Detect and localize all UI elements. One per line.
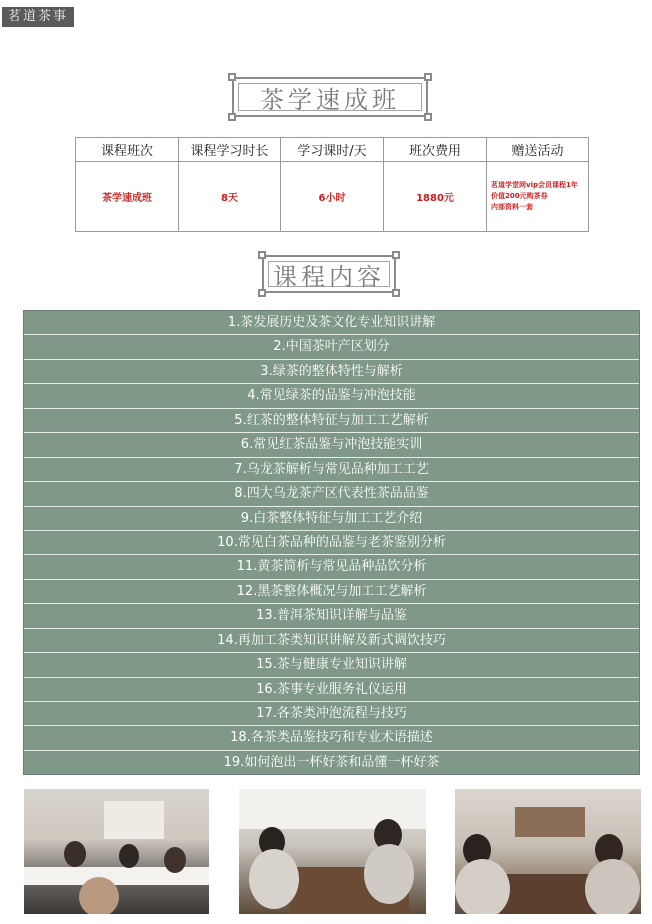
table-row [76,162,589,232]
list-item: 16.茶事专业服务礼仪运用 [24,678,639,702]
frame-corner-ornament [228,73,236,81]
cell-fee: 1880元 [384,162,487,232]
course-title-frame [232,77,428,117]
list-item: 14.再加工茶类知识讲解及新式调饮技巧 [24,629,639,653]
frame-corner-ornament [258,251,266,259]
photo-shape [104,801,164,839]
course-title: 茶学速成班 [260,85,400,114]
table-header-row [76,138,589,162]
gift-line: 价值200元购茶券 [491,192,548,200]
cell-duration: 8天 [179,162,281,232]
list-item: 17.各茶类冲泡流程与技巧 [24,702,639,726]
content-title: 课程内容 [273,262,385,291]
list-item: 2.中国茶叶产区划分 [24,335,639,359]
cell-hours: 6小时 [281,162,384,232]
header-gift: 赠送活动 [487,138,589,162]
list-item: 1.茶发展历史及茶文化专业知识讲解 [24,311,639,335]
list-item: 12.黑茶整体概况与加工工艺解析 [24,580,639,604]
list-item: 3.绿茶的整体特性与解析 [24,360,639,384]
photo-shape [249,849,299,909]
frame-corner-ornament [424,113,432,121]
class-photo [455,789,641,914]
list-item: 13.普洱茶知识详解与品鉴 [24,604,639,628]
photo-shape [164,847,186,873]
photo-shape [119,844,139,868]
cell-gift [487,162,589,232]
photo-shape [79,877,119,914]
gift-line: 内部资料一套 [491,203,533,211]
list-item: 7.乌龙茶解析与常见品种加工工艺 [24,458,639,482]
list-item: 11.黄茶简析与常见品种品饮分析 [24,555,639,579]
class-photo [24,789,209,914]
photo-shape [585,859,640,914]
list-item: 8.四大乌龙茶产区代表性茶品品鉴 [24,482,639,506]
list-item: 9.白茶整体特征与加工工艺介绍 [24,507,639,531]
list-item: 10.常见白茶品种的品鉴与老茶鉴别分析 [24,531,639,555]
frame-corner-ornament [424,73,432,81]
list-item: 5.红茶的整体特征与加工工艺解析 [24,409,639,433]
list-item: 19.如何泡出一杯好茶和品懂一杯好茶 [223,754,440,770]
photo-shape [364,844,414,904]
photo-shape [515,807,585,837]
photo-shape [455,859,510,914]
header-hours: 学习课时/天 [281,138,384,162]
class-photo [239,789,426,914]
list-item: 6.常见红茶品鉴与冲泡技能实训 [24,433,639,457]
content-title-frame [262,255,396,293]
header-fee: 班次费用 [384,138,487,162]
frame-corner-ornament [392,251,400,259]
course-info-table [75,137,589,232]
frame-corner-ornament [392,289,400,297]
list-item: 15.茶与健康专业知识讲解 [24,653,639,677]
header-duration: 课程学习时长 [179,138,281,162]
header-class: 课程班次 [76,138,179,162]
frame-corner-ornament [228,113,236,121]
frame-corner-ornament [258,289,266,297]
list-item: 18.各茶类品鉴技巧和专业术语描述 [24,726,639,750]
brand-logo: 茗道茶事 [2,7,74,27]
course-content-list [23,310,640,775]
cell-class-name: 茶学速成班 [76,162,179,232]
gift-line: 茗道学堂网vip会员课程1年 [491,181,578,189]
list-item: 4.常见绿茶的品鉴与冲泡技能 [24,384,639,408]
photo-shape [64,841,86,867]
